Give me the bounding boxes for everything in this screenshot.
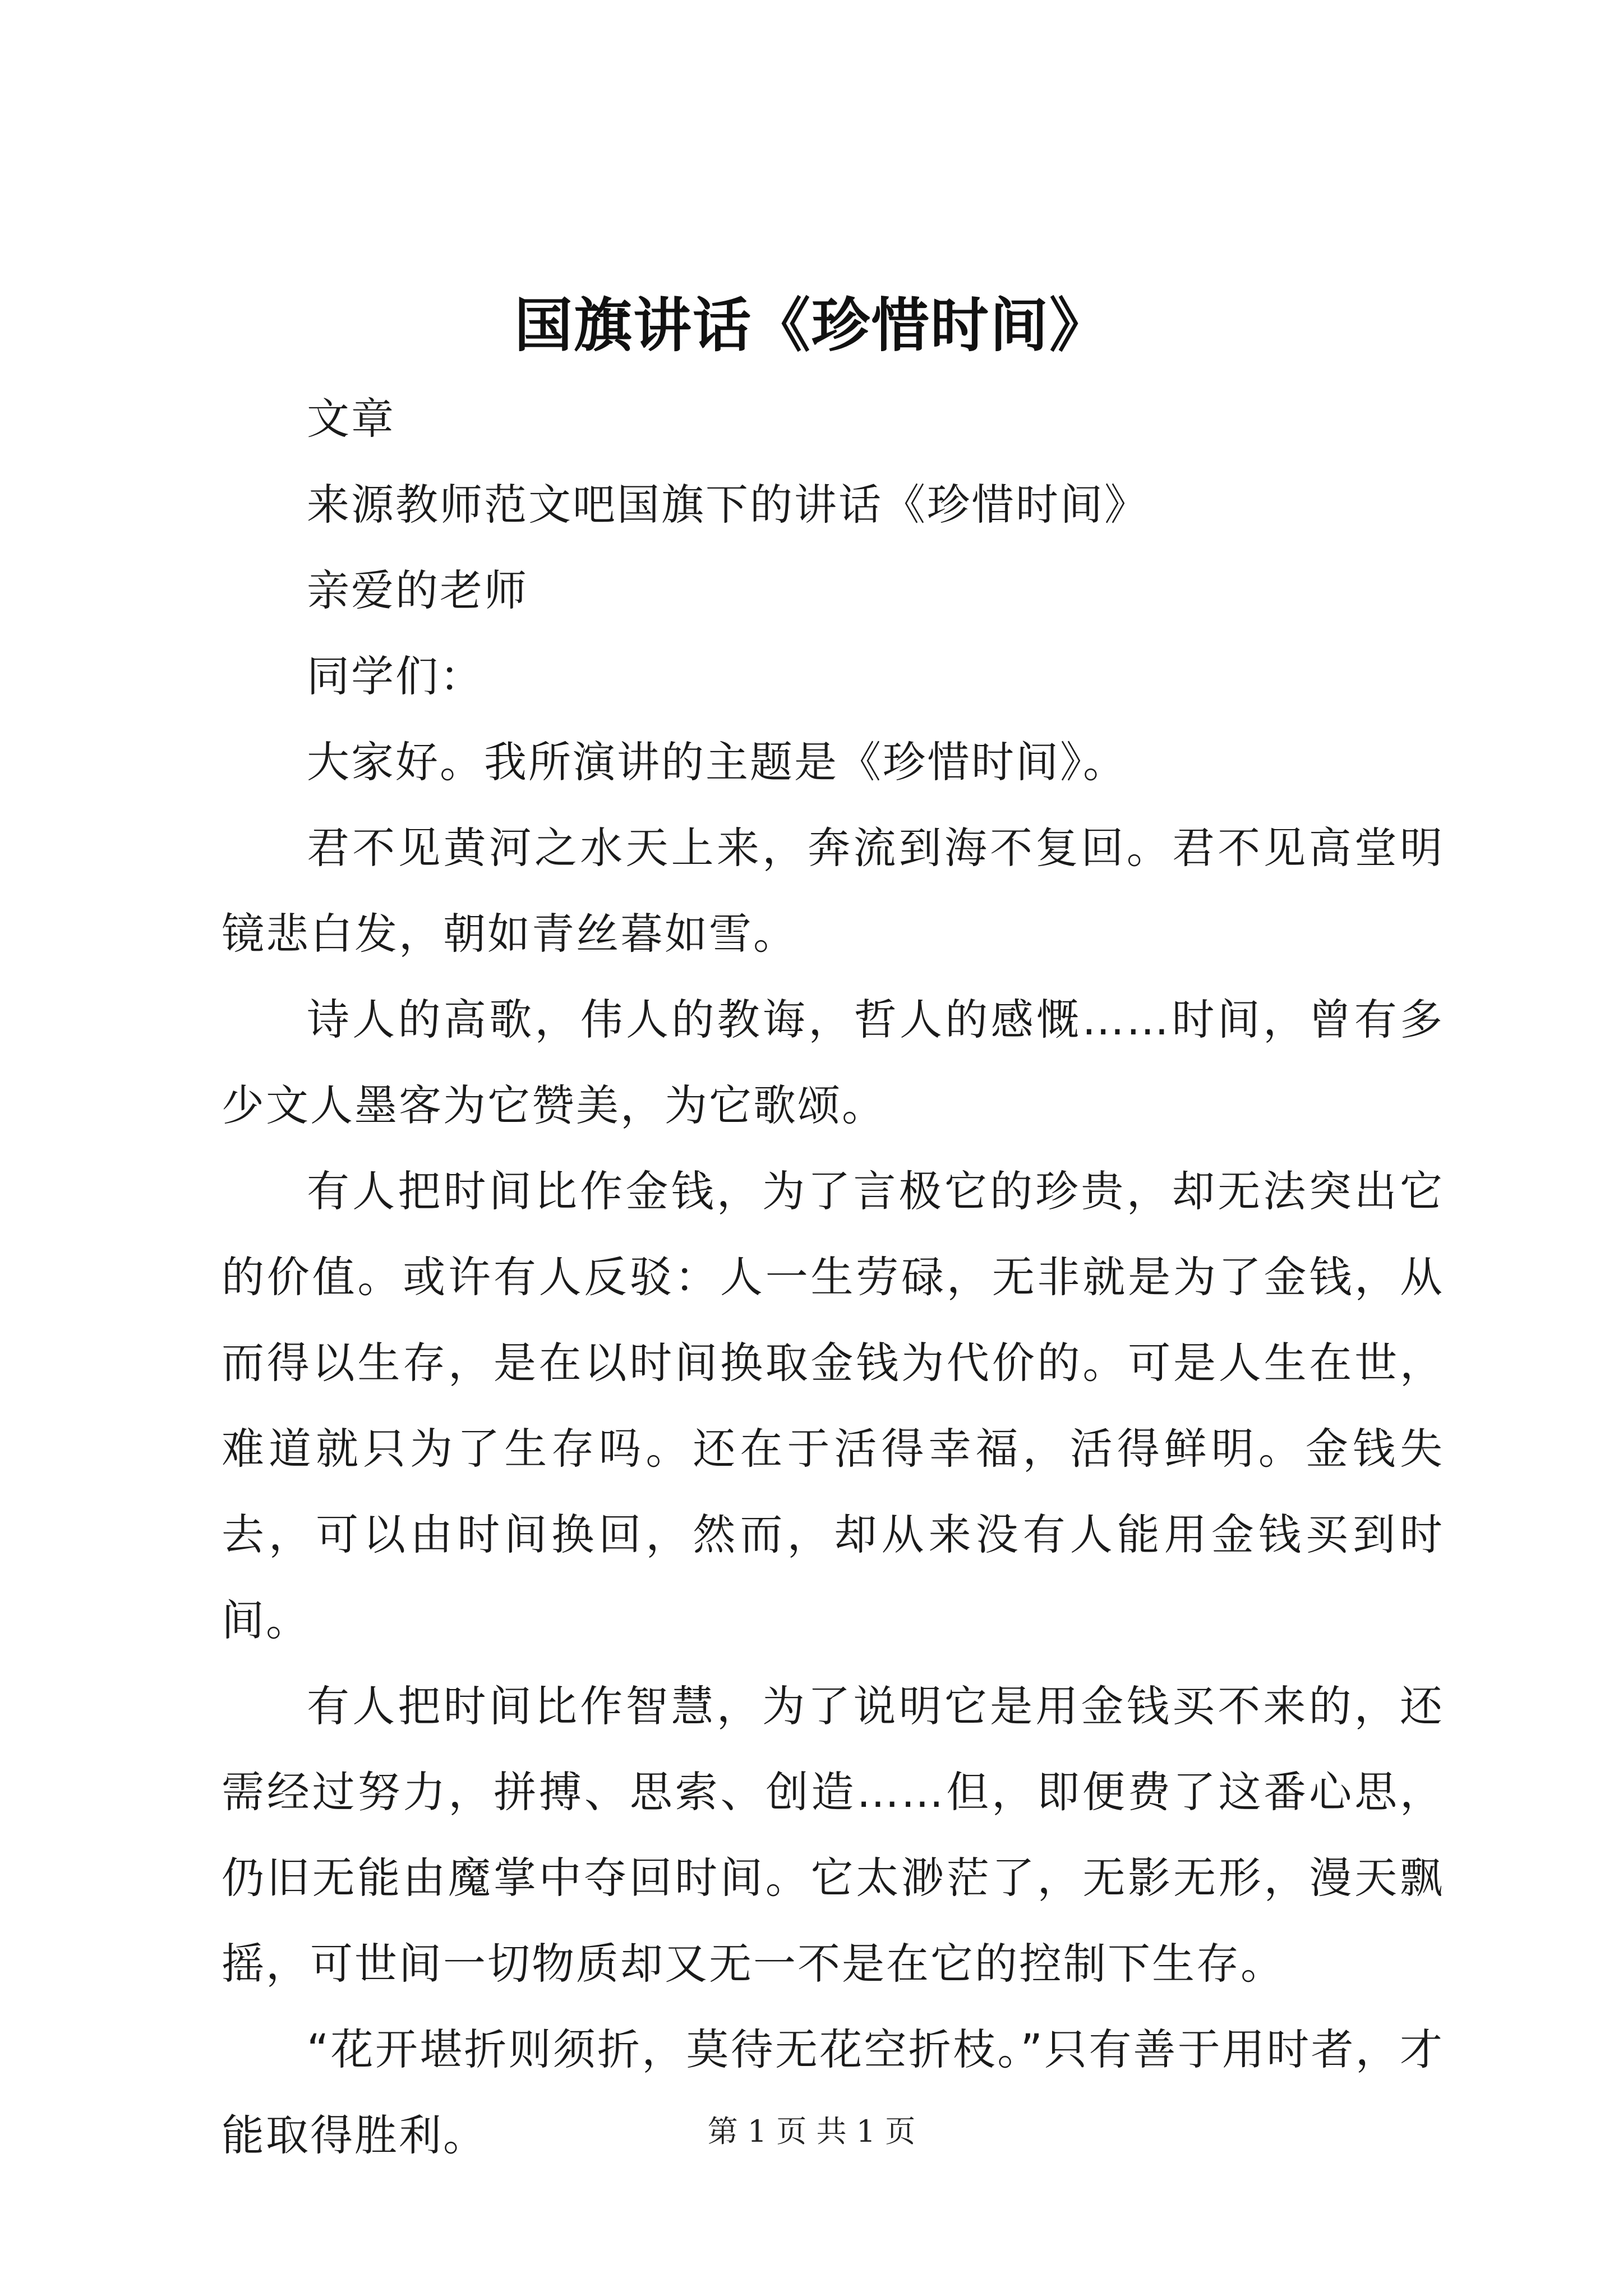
paragraph-greeting: 大家好。我所演讲的主题是《珍惜时间》。 xyxy=(307,737,1127,787)
paragraph-closing: “花开堪折则须折，莫待无花空折枝。”只有善于用时者，才能取得胜利。 xyxy=(222,2024,1444,2160)
paragraph-praise: 诗人的高歌，伟人的教诲，哲人的感慨……时间，曾有多少文人墨客为它赞美，为它歌颂。 xyxy=(222,995,1444,1130)
paragraph-money: 有人把时间比作金钱，为了言极它的珍贵，却无法突出它的价值。或许有人反驳：人一生劳碌，无非就是为了金钱，从而得以生存，是在以时间换取金钱为代价的。可是人生在世，难道就只为了生存吗。还在于活得幸福，活得鲜明。金钱失去，可以由时间换回，然而，却从来没有人能用金钱买到时间。 xyxy=(222,1166,1444,1645)
document-body xyxy=(222,376,1444,2178)
paragraph-source: 来源教师范文吧国旗下的讲话《珍惜时间》 xyxy=(307,480,1149,530)
paragraph-salutation-teachers: 亲爱的老师 xyxy=(307,565,528,615)
paragraph-poem: 君不见黄河之水天上来，奔流到海不复回。君不见高堂明镜悲白发，朝如青丝暮如雪。 xyxy=(222,823,1444,959)
paragraph-wisdom: 有人把时间比作智慧，为了说明它是用金钱买不来的，还需经过努力，拼搏、思索、创造……但，即便费了这番心思，仍旧无能由魔掌中夺回时间。它太渺茫了，无影无形，漫天飘摇，可世间一切物质却又无一不是在它的控制下生存。 xyxy=(222,1681,1444,1989)
paragraph-salutation-students: 同学们： xyxy=(307,651,484,701)
paragraph-source-label: 文章 xyxy=(307,394,395,444)
page-footer: 第 1 页 共 1 页 xyxy=(707,2114,916,2149)
document-title: 国旗讲话《珍惜时间》 xyxy=(514,291,1109,360)
